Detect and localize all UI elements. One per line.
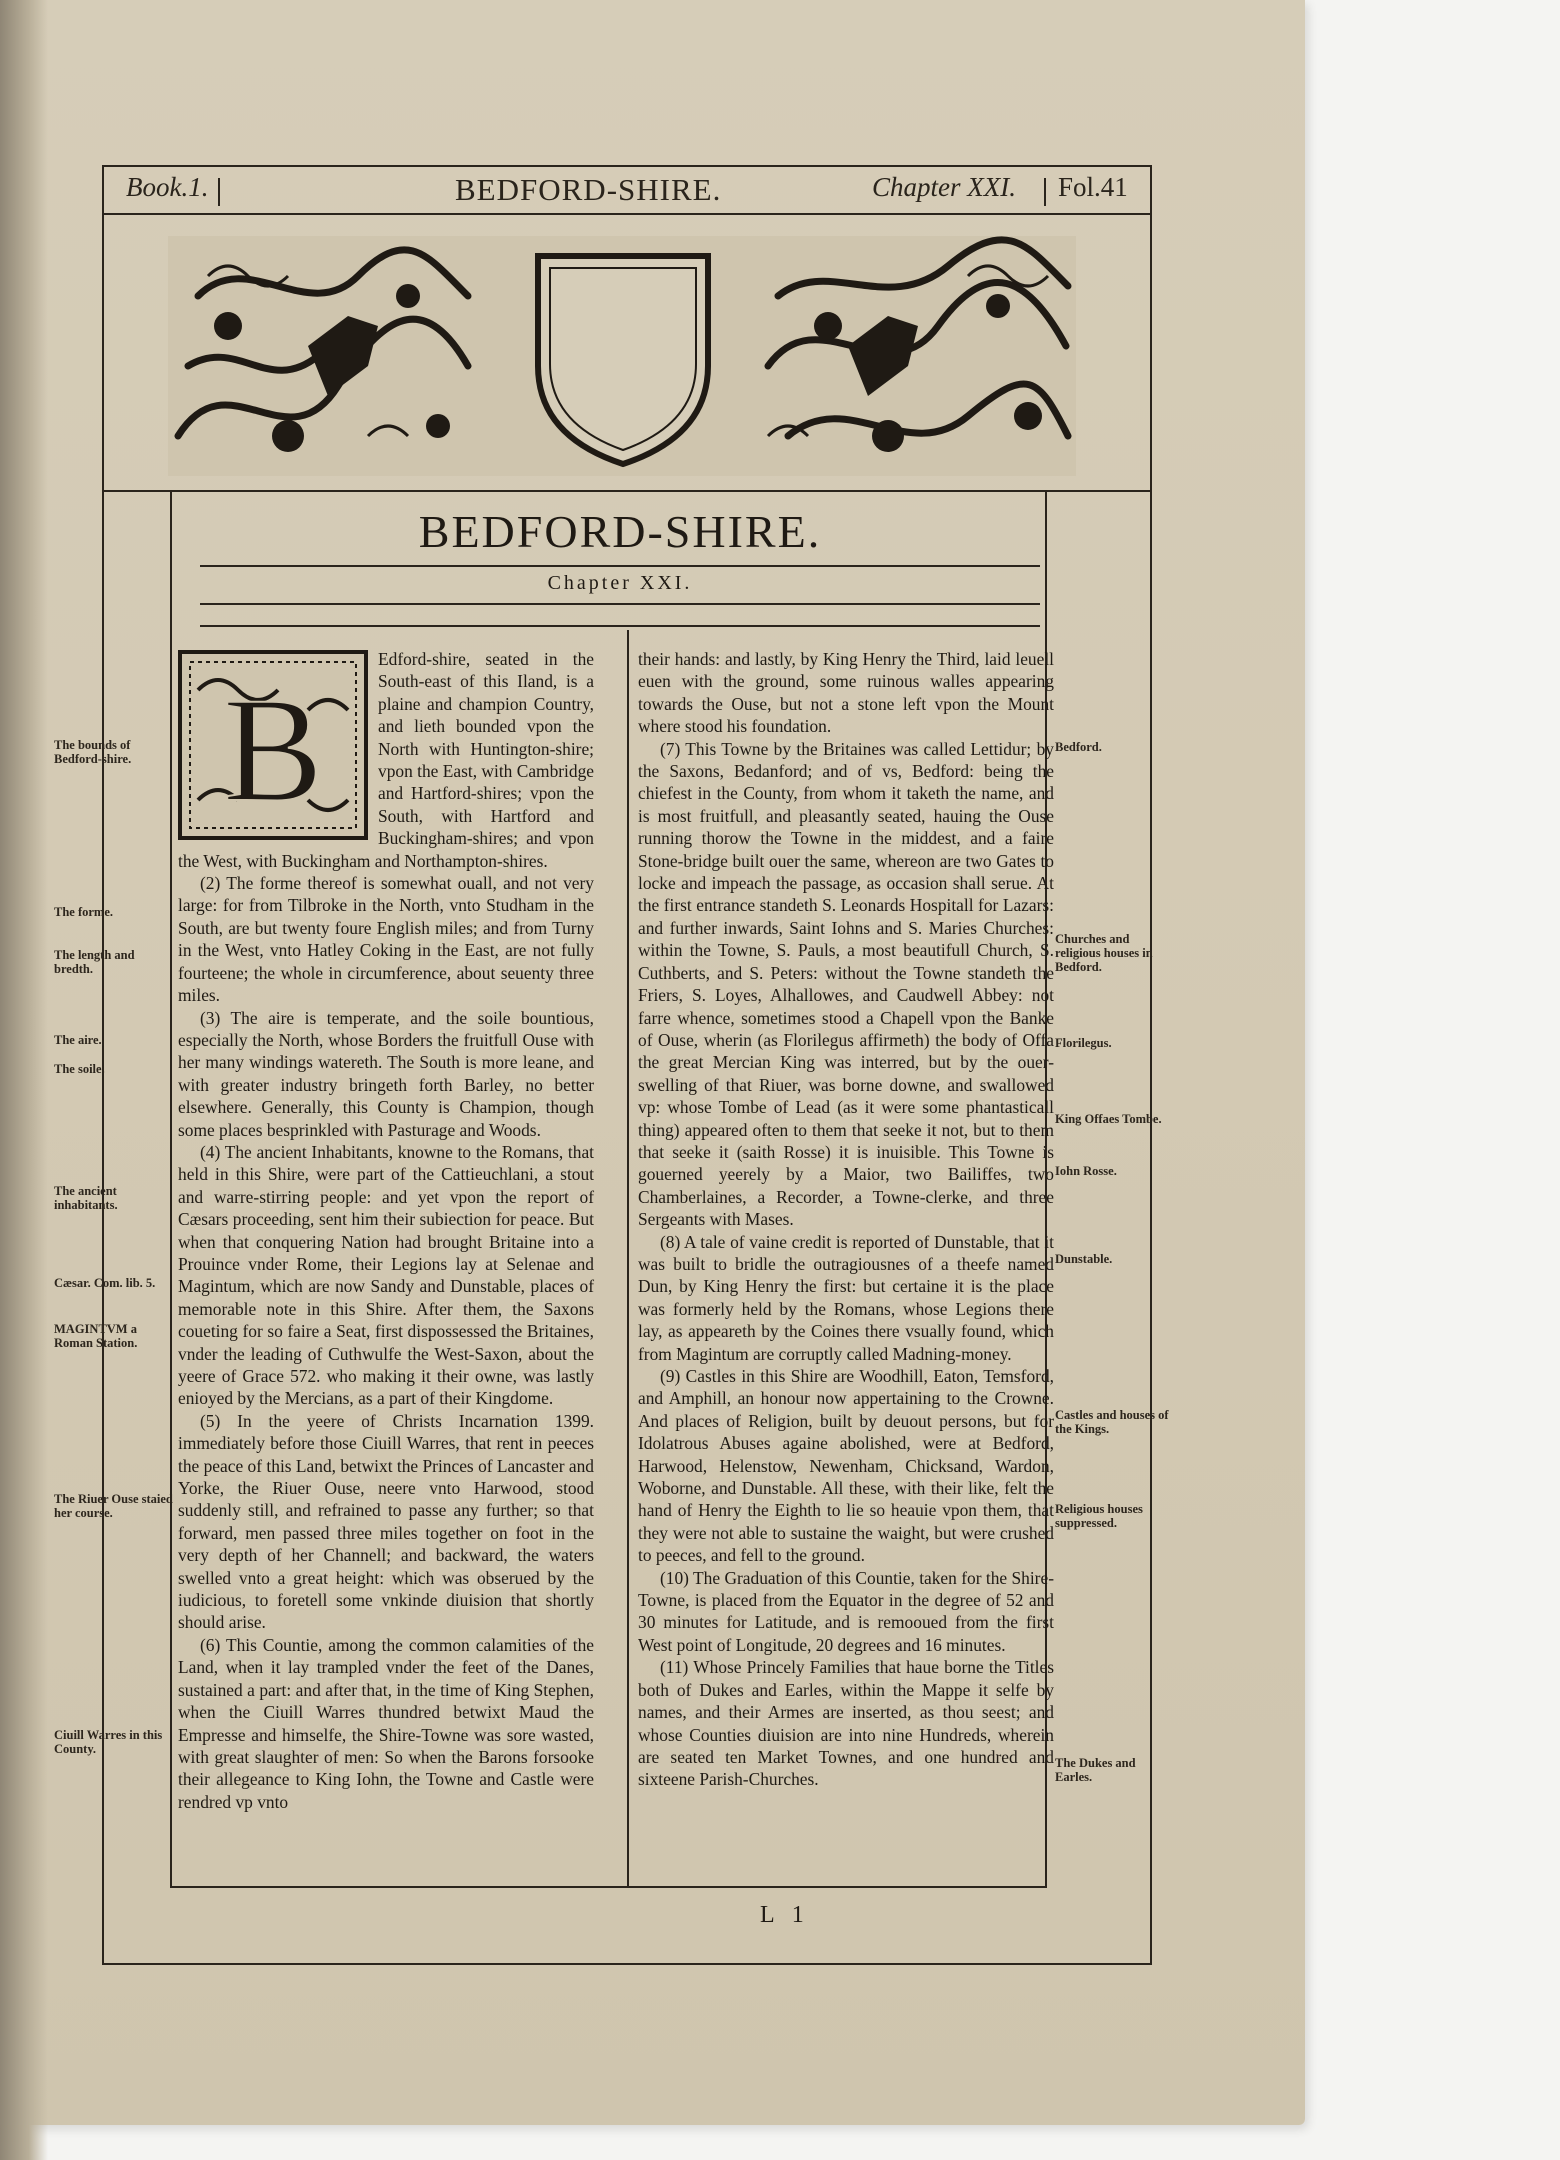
margin-note-left: The aire. bbox=[54, 1033, 102, 1047]
running-head-book: Book.1. bbox=[126, 172, 209, 202]
margin-note-left: MAGINTVM a Roman Station. bbox=[54, 1322, 138, 1350]
margin-note-left: The bounds of Bedford-shire. bbox=[54, 738, 132, 766]
running-head-title: BEDFORD-SHIRE. bbox=[455, 172, 722, 207]
title-rule-3 bbox=[200, 625, 1040, 627]
paragraph: (3) The aire is temperate, and the soile bountious, especially the North, whose Borders the fruitfull Ouse with her many windings watereth. The South is more leane, and with greater industry bringeth forth Barley, no better elsewhere. Generally, this County is Champion, though some places besprinkled with Pasturage and Woods. bbox=[178, 1007, 594, 1140]
paragraph: (5) In the yeere of Christs Incarnation 1399. immediately before those Ciuill Warres, that rent in peeces the peace of this Land, betwixt the Princes of Lancaster and Yorke, the Riuer Ouse, neere vnto Harwood, stood suddenly still, and refrained to passe any further; so that forward, men passed three miles together on foot in the very depth of her Channell; and backward, the waters swelled vnto a great height: which was obserued by the iudicious, to foretell some vnkinde diuision that shortly should arise. bbox=[178, 1410, 594, 1633]
binding-gutter bbox=[0, 0, 48, 2160]
margin-note-left: Cæsar. Com. lib. 5. bbox=[54, 1276, 156, 1290]
margin-note-left: The soile. bbox=[54, 1062, 105, 1076]
running-head-folio: Fol.41 bbox=[1058, 172, 1128, 202]
header-divider-right bbox=[1044, 178, 1046, 206]
margin-note-left: Ciuill Warres in this County. bbox=[54, 1728, 163, 1756]
signature-mark: L 1 bbox=[760, 1902, 810, 1928]
title-rule-2 bbox=[200, 603, 1040, 605]
margin-note-left: The ancient inhabitants. bbox=[54, 1184, 118, 1212]
paragraph: (2) The forme thereof is somewhat ouall, and not very large: for from Tilbroke in the North, vnto Studham in the South, are but twenty foure English miles; and from Turny in the West, vnto Hatley Coking in the East, are not fully fourteene; the whole in circumference, about seuenty three miles. bbox=[178, 873, 594, 1006]
paragraph: their hands: and lastly, by King Henry the Third, laid leuell euen with the ground, some ruinous walles appearing towards the Ouse, but not a stone left vpon the Mount where stood his foundation. bbox=[638, 649, 1054, 737]
page-title: BEDFORD-SHIRE. bbox=[418, 506, 822, 557]
margin-note-right: Dunstable. bbox=[1055, 1252, 1113, 1266]
frame-right-rule bbox=[1150, 165, 1152, 1965]
text-box-bottom-rule bbox=[170, 1886, 1047, 1888]
margin-note-left: The length and bredth. bbox=[54, 948, 135, 976]
drop-cap-letter: B bbox=[222, 667, 324, 833]
margin-note-left: The forme. bbox=[54, 905, 114, 919]
frame-bottom-rule bbox=[102, 1963, 1150, 1965]
margin-note-right: Religious houses suppressed. bbox=[1055, 1502, 1143, 1530]
paragraph: (8) A tale of vaine credit is reported of Dunstable, that it was built to bridle the outragiousnes of a theefe named Dun, by King Henry the first: but certaine it is the place was formerly held by the Romans, whose Legions there lay, as appeareth by the Coines there vsually found, which from Magintum are corruptly called Madning-money. bbox=[638, 1231, 1054, 1364]
margin-note-right: Iohn Rosse. bbox=[1055, 1164, 1117, 1178]
decorated-initial bbox=[178, 650, 368, 840]
title-rule-1 bbox=[200, 565, 1040, 567]
paragraph: (4) The ancient Inhabitants, knowne to the Romans, that held in this Shire, were part of the Cattieuchlani, a stout and warre-stirring people: and yet vpon the report of Cæsars proceeding, sent him their subiection for peace. But when that conquering Nation had brought Britaine into a Prouince vnder Rome, their Legions lay at Selenae and Magintum, which are now Sandy and Dunstable, places of memorable note in this Shire. After them, the Saxons coueting for so faire a Seat, first dispossessed the Britaines, vnder the leading of Cuthwulfe the West-Saxon, about the yeere of Grace 572. who making it their owne, was lastly enioyed by the Mercians, as a part of their Kingdome. bbox=[178, 1141, 594, 1409]
margin-note-right: Bedford. bbox=[1055, 740, 1102, 754]
column-divider bbox=[627, 630, 629, 1886]
text-column-left bbox=[178, 648, 594, 1813]
ornament-bottom-rule bbox=[102, 490, 1150, 492]
blank-shield-icon bbox=[538, 256, 708, 464]
margin-note-right: Florilegus. bbox=[1055, 1036, 1112, 1050]
paragraph: Edford-shire, seated in the South-east of this Iland, is a plaine and champion Country, and lieth bounded vpon the North with Huntington-shire; vpon the East, with Cambridge and Hartford-shires; vpon the South, with Hartford and Buckingham-shires; and vpon the West, with Buckingham and Northampton-shires. bbox=[178, 649, 594, 871]
margin-note-right: King Offaes Tombe. bbox=[1055, 1112, 1162, 1126]
text-column-right bbox=[638, 648, 1054, 1791]
running-head-chapter: Chapter XXI. bbox=[872, 172, 1016, 202]
margin-note-right: Churches and religious houses in Bedford. bbox=[1055, 932, 1153, 974]
paragraph: (10) The Graduation of this Countie, taken for the Shire-Towne, is placed from the Equator in the degree of 52 and 30 minutes for Latitude, and is remooued from the first West point of Longitude, 20 degrees and 16 minutes. bbox=[638, 1567, 1054, 1655]
header-bottom-rule bbox=[102, 213, 1150, 215]
chapter-heading: Chapter XXI. bbox=[547, 572, 693, 594]
margin-note-right: The Dukes and Earles. bbox=[1055, 1756, 1136, 1784]
paragraph: (6) This Countie, among the common calamities of the Land, when it lay trampled vnder the feet of the Danes, sustained a part: and after that, in the time of King Stephen, when the Ciuill Warres thundred betwixt Maud the Empresse and himselfe, the Shire-Towne was sore wasted, with great slaughter of men: So when the Barons forsooke their allegeance to King Iohn, the Towne and Castle were rendred vp vnto bbox=[178, 1634, 594, 1812]
ornamental-headpiece bbox=[168, 236, 1076, 476]
header-divider-left bbox=[218, 178, 220, 206]
frame-top-rule bbox=[102, 165, 1150, 167]
paragraph: (11) Whose Princely Families that haue borne the Titles both of Dukes and Earles, within the Mappe it selfe by names, and their Armes are inserted, as thou seest; and whose Counties diuision are into nine Hundreds, wherein are seated ten Market Townes, and one hundred and sixteene Parish-Churches. bbox=[638, 1657, 1054, 1790]
margin-note-left: The Riuer Ouse staied her course. bbox=[54, 1492, 173, 1520]
margin-note-right: Castles and houses of the Kings. bbox=[1055, 1408, 1169, 1436]
paragraph: (7) This Towne by the Britaines was called Lettidur; by the Saxons, Bedanford; and of vs, Bedford: being the chiefest in the County, from whom it taketh the name, and is most fruitfull, and pleasantly seated, hauing the Ouse running thorow the Towne in the middest, and a faire Stone-bridge built ouer the same, whereon are two Gates to locke and impeach the passage, as occasion shall serue. At the first entrance standeth S. Leonards Hospitall for Lazars: and further inwards, Saint Iohns and S. Maries Churches: within the Towne, S. Pauls, a most beautifull Church, S. Cuthberts, and S. Peters: without the Towne standeth the Friers, S. Loyes, Alhallowes, and Caudwell Abbey: not farre whence, sometimes stood a Chapell vpon the Banke of Ouse, wherin (as Florilegus affirmeth) the body of Offa the great Mercian King was interred, but by the ouer-swelling of that Riuer, was borne downe, and swallowed vp: whose Tombe of Lead (as it were some phantasticall thing) appeared often to them that seeke it not, but to them that seeke it (saith Rosse) it is inuisible. This Towne is gouerned yeerely by a Maior, two Bailiffes, two Chamberlaines, a Recorder, a Towne-clerke, and three Sergeants with Mases. bbox=[638, 738, 1054, 1230]
paragraph: (9) Castles in this Shire are Woodhill, Eaton, Temsford, and Amphill, an honour now appertaining to the Crowne. And places of Religion, built by deuout persons, but for Idolatrous Abuses againe abolished, were at Bedford, Harwood, Helenstow, Newenham, Chicksand, Wardon, Woborne, and Dunstable. All these, with their like, felt the hand of Henry the Eighth to lie so heauie vpon them, that they were not able to sustaine the waight, but were crushed to peeces, and fell to the ground. bbox=[638, 1366, 1054, 1566]
